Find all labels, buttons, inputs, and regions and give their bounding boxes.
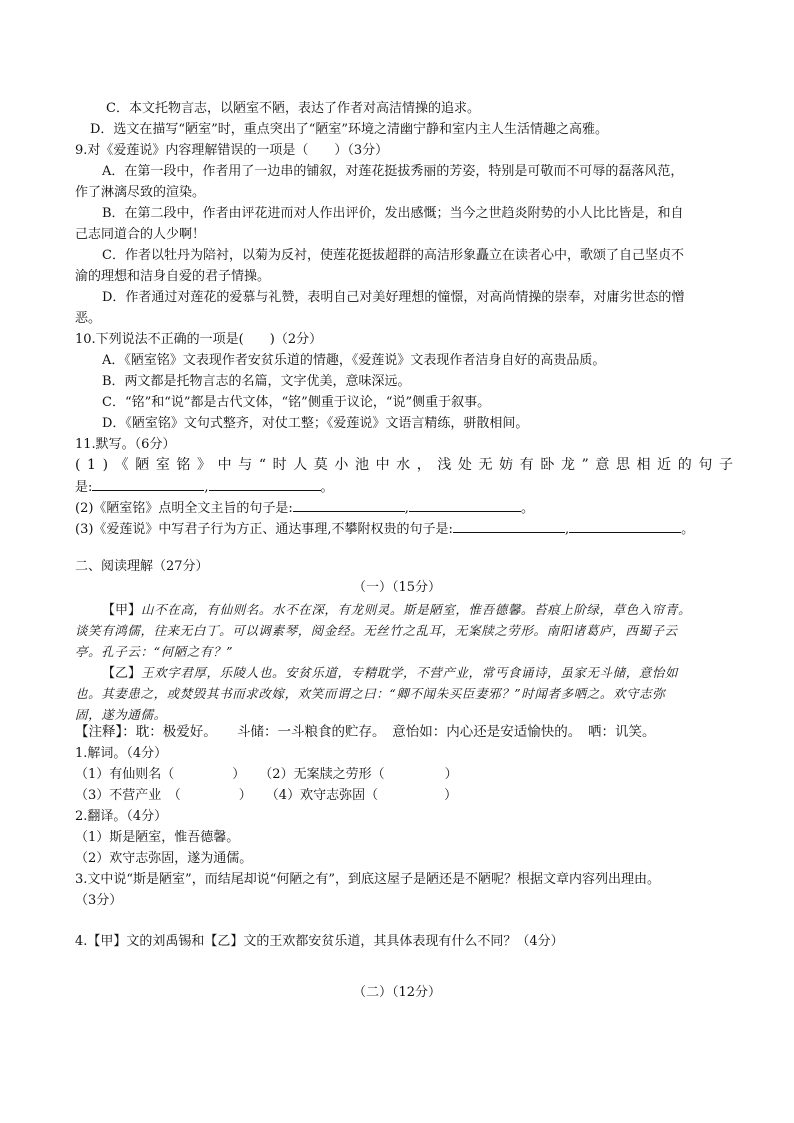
answer-blank[interactable] bbox=[209, 476, 321, 491]
q3-line1: 3.文中说“斯是陋室”，而结尾却说“何陋之有”，到底这屋子是陋还是不陋呢？根据文章内容列出理由。 bbox=[75, 872, 660, 887]
q1-row2: （3）不营产业 （ ） （4）欢守志弥固（ ） bbox=[75, 788, 458, 803]
q11-stem: 11.默写。（6分） bbox=[75, 437, 176, 452]
q9-stem: 9.对《爱莲说》内容理解错误的一项是（ ）（3分） bbox=[75, 143, 389, 158]
q8-option-d: D．选文在描写“陋室”时，重点突出了“陋室”环境之清幽宁静和室内主人生活情趣之高雅。 bbox=[90, 122, 609, 137]
q2-stem: 2.翻译。（4分） bbox=[75, 809, 168, 824]
q10-option-c: C．“铭”和“说”都是古代文体，“铭”侧重于议论，“说”侧重于叙事。 bbox=[102, 395, 491, 410]
answer-blank[interactable] bbox=[409, 497, 521, 512]
q11-item3: (3)《爱莲说》中写君子行为方正、通达事理,不攀附权贵的句子是: , 。 bbox=[75, 518, 694, 540]
q10-option-b: B．两文都是托物言志的名篇，文字优美，意味深远。 bbox=[102, 374, 411, 389]
q11-item2: (2)《陋室铭》点明全文主旨的句子是: , 。 bbox=[75, 497, 534, 519]
passage-yi-line2: 也。其妻患之，或焚毁其书而求改嫁，欢笑而谓之曰：“卿不闻朱买臣妻邪？”时闻者多哂之。欢守志弥 bbox=[75, 686, 666, 701]
answer-blank[interactable] bbox=[92, 476, 204, 491]
part1-title: （一）（15分） bbox=[352, 580, 442, 595]
answer-blank[interactable] bbox=[569, 518, 681, 533]
q11-item1-line1 bbox=[75, 455, 740, 476]
q10-option-a: A．《陋室铭》文表现作者安贫乐道的情趣，《爱莲说》文表现作者洁身自好的高贵品质。 bbox=[102, 353, 606, 368]
part2-title: （二）（12分） bbox=[352, 985, 442, 1000]
q9-option-a-line2: 作了淋漓尽致的渲染。 bbox=[75, 185, 206, 200]
passage-jia-line1: 【甲】山不在高，有仙则名。水不在深，有龙则灵。斯是陋室，惟吾德馨。苔痕上阶绿，草色入帘青。 bbox=[102, 602, 692, 618]
q9-option-d-line1: D．作者通过对莲花的爱慕与礼赞，表明自己对美好理想的憧憬，对高尚情操的崇奉，对庸劣世态的憎 bbox=[102, 290, 685, 305]
q9-option-b-line2: 己志同道合的人少啊！ bbox=[75, 227, 206, 242]
passage-jia-label: 【甲】 bbox=[102, 603, 142, 618]
q9-option-a-line1: A．在第一段中，作者用了一边串的铺叙，对莲花挺拔秀丽的芳姿，特别是可敬而不可辱的磊落风范， bbox=[102, 164, 684, 179]
q9-option-c-line1: C．作者以牡丹为陪衬，以菊为反衬，使莲花挺拔超群的高洁形象矗立在读者心中，歌颂了自己坚贞不 bbox=[102, 248, 684, 263]
q4-stem: 4.【甲】文的刘禹锡和【乙】文的王欢都安贫乐道，其具体表现有什么不同？（4分） bbox=[75, 934, 564, 949]
q3-line2: （3分） bbox=[75, 893, 123, 908]
answer-blank[interactable] bbox=[453, 518, 565, 533]
annotation-notes: 【注释】：耽：极爱好。 斗储：一斗粮食的贮存。 意怡如：内心还是安适愉快的。 哂：讥笑。 bbox=[75, 724, 656, 740]
q2-item2: （2）欢守志弥固，遂为通儒。 bbox=[75, 851, 253, 866]
answer-blank[interactable] bbox=[293, 497, 405, 512]
q1-stem: 1.解词。（4分） bbox=[75, 746, 168, 761]
passage-yi-line3: 固，遂为通儒。 bbox=[75, 707, 167, 722]
q10-option-d: D．《陋室铭》文句式整齐，对仗工整；《爱莲说》文语言精练，骈散相间。 bbox=[102, 416, 529, 431]
q10-stem: 10.下列说法不正确的一项是( )（2分） bbox=[75, 332, 323, 347]
q11-item1-line2: 是: , 。 bbox=[75, 476, 334, 498]
section2-title: 二、阅读理解（27分） bbox=[75, 559, 209, 574]
passage-yi-line1: 【乙】王欢字君厚，乐陵人也。安贫乐道，专精耽学，不营产业，常丐食诵诗，虽家无斗储，意怡如 bbox=[102, 665, 679, 681]
q8-option-c: C．本文托物言志，以陋室不陋，表达了作者对高洁情操的追求。 bbox=[106, 101, 480, 116]
q9-option-c-line2: 渝的理想和洁身自爱的君子情操。 bbox=[75, 269, 271, 284]
passage-jia-line3: 亭。孔子云：“何陋之有？” bbox=[75, 644, 234, 659]
q2-item1: （1）斯是陋室，惟吾德馨。 bbox=[75, 830, 240, 845]
q9-option-d-line2: 恶。 bbox=[75, 311, 102, 326]
passage-yi-label: 【乙】 bbox=[102, 666, 142, 681]
q1-row1: （1）有仙则名（ ） （2）无案牍之劳形（ ） bbox=[75, 767, 458, 782]
passage-jia-line2: 谈笑有鸿儒，往来无白丁。可以调素琴，阅金经。无丝竹之乱耳，无案牍之劳形。南阳诸葛庐，西蜀子云 bbox=[75, 623, 678, 638]
q9-option-b-line1: B．在第二段中，作者由评花进而对人作出评价，发出感慨；当今之世趋炎附势的小人比比皆是，和自 bbox=[102, 206, 684, 221]
q11-item1-text: (1)《陋室铭》中与“时人莫小池中水，浅处无妨有卧龙”意思相近的句子 bbox=[75, 457, 740, 473]
